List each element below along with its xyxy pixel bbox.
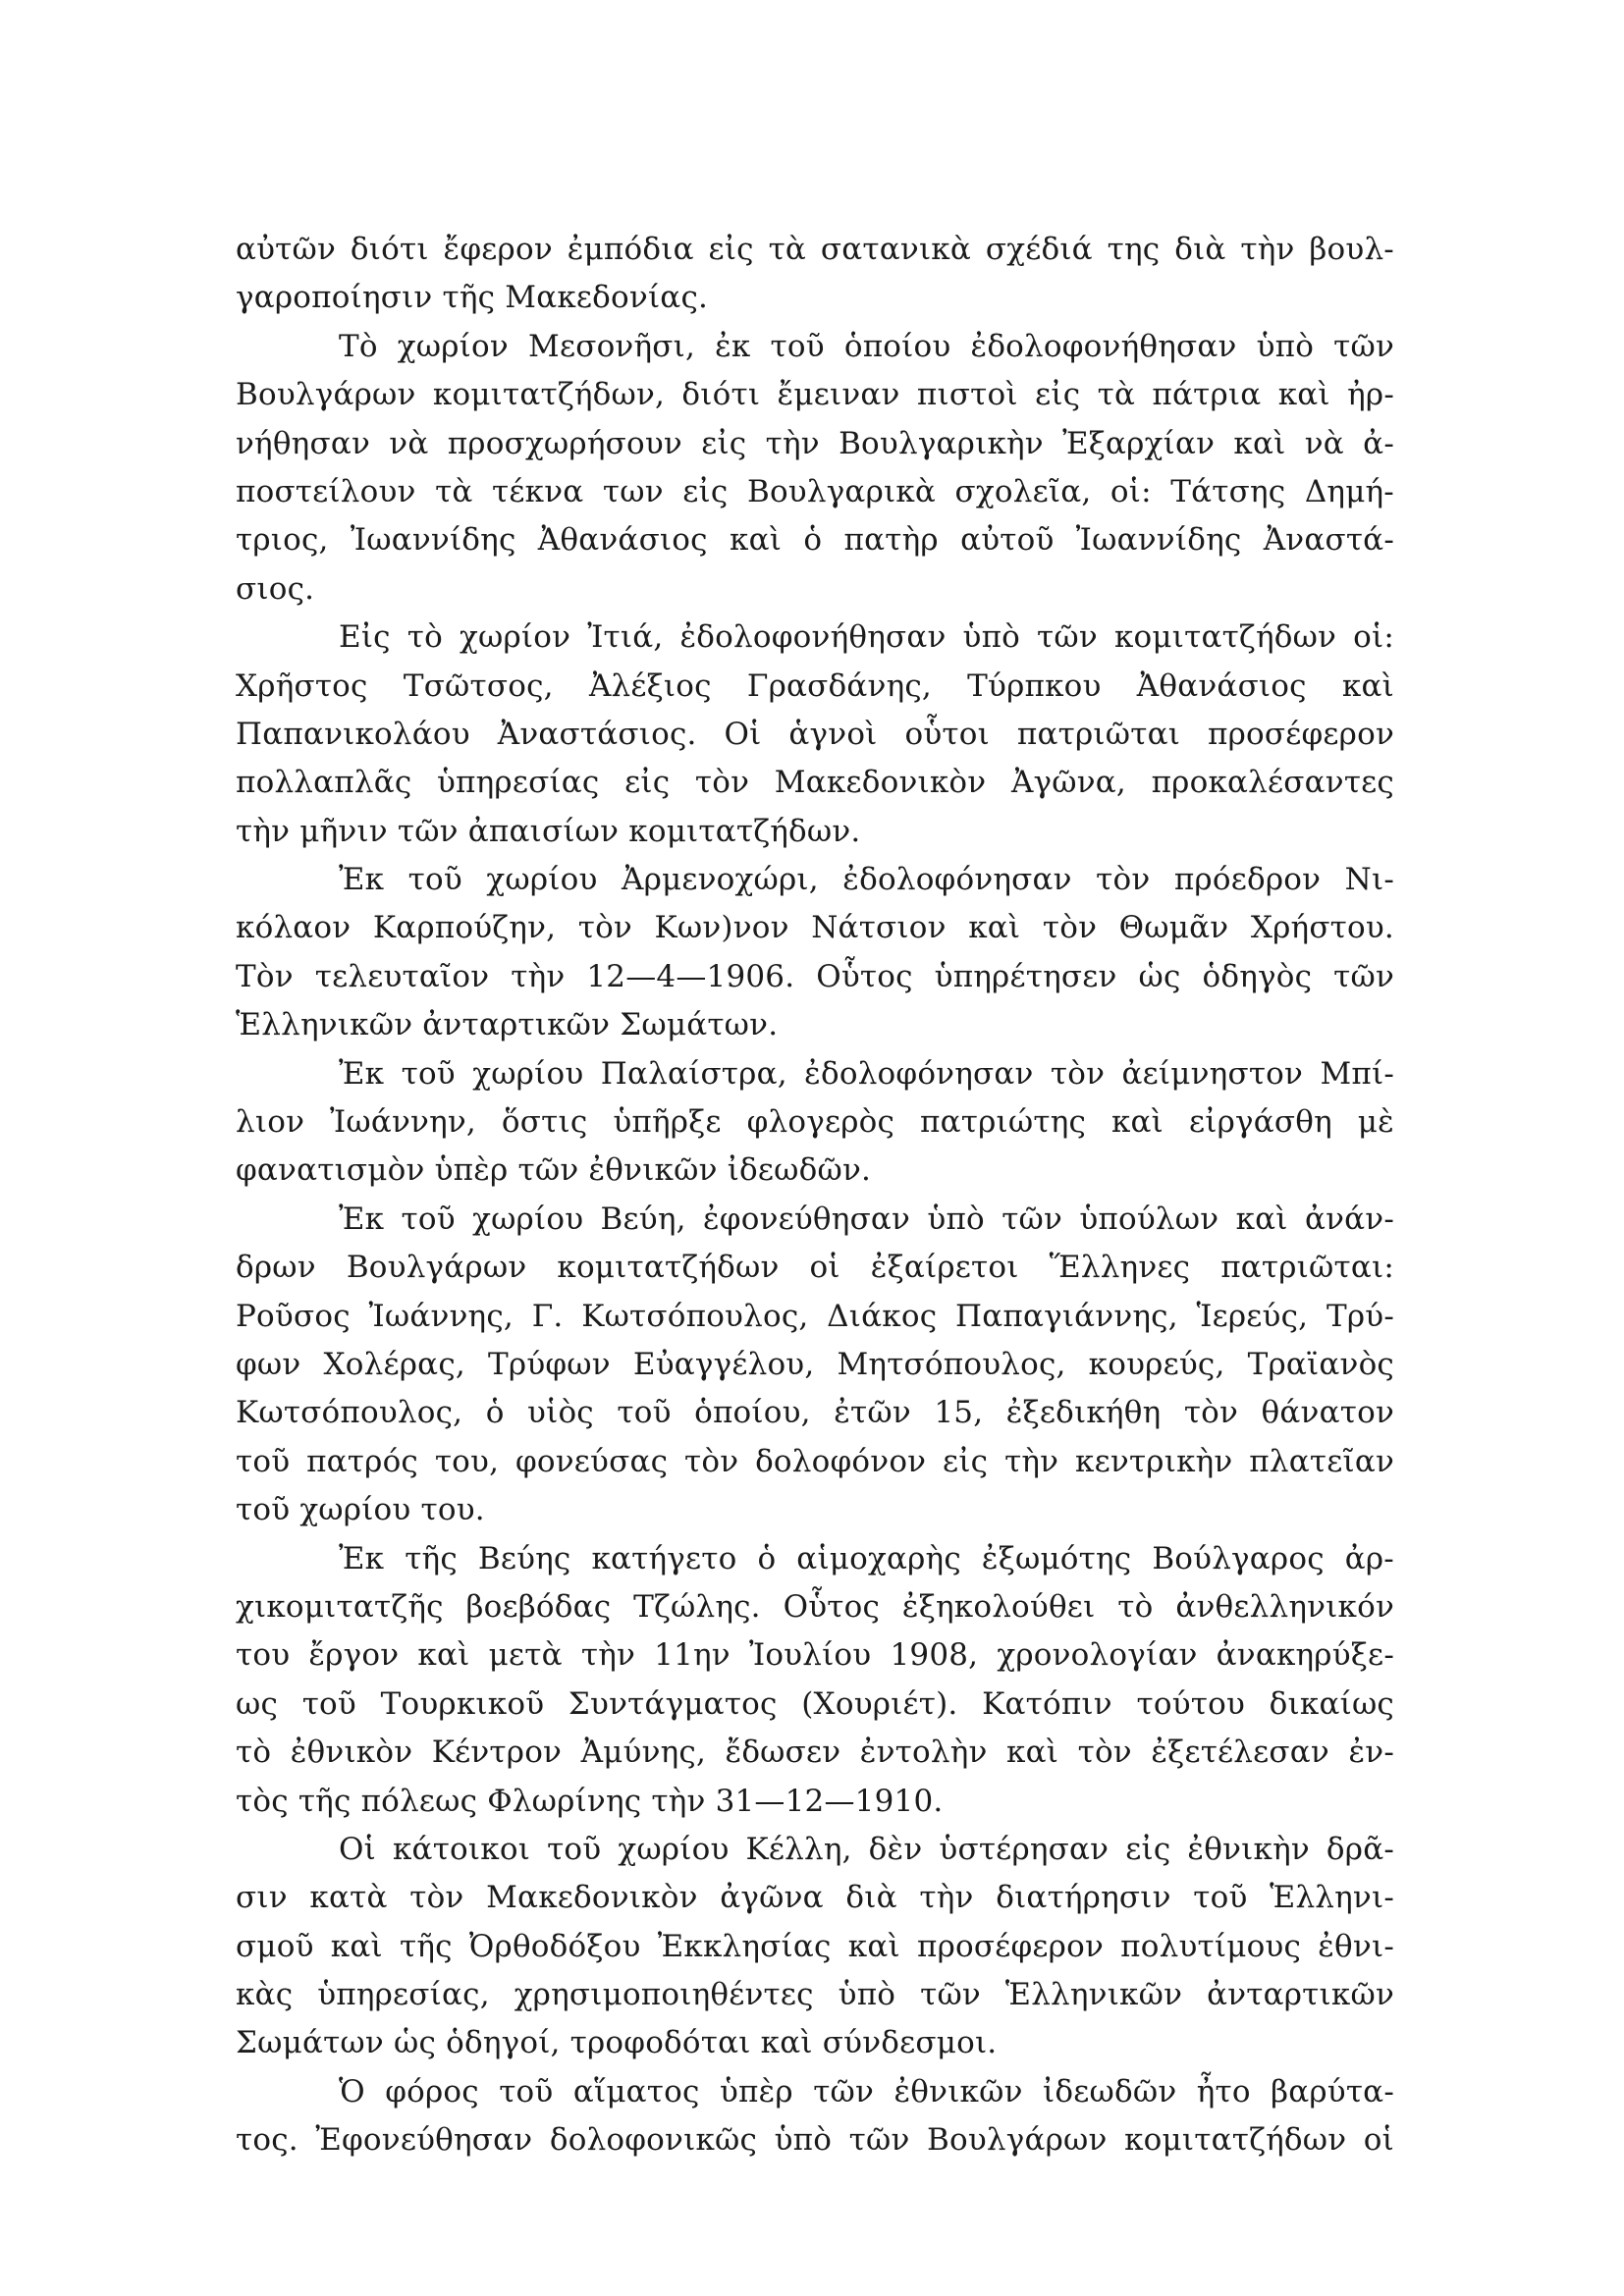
text-line: Σωμάτων ὡς ὁδηγοί, τροφοδόται καὶ σύνδεσμοι.: [236, 2025, 998, 2061]
body-text: [236, 226, 1394, 2165]
text-line: πολλαπλᾶς ὑπηρεσίας εἰς τὸν Μακεδονικὸν Ἀγῶνα, προκαλέσαντες: [236, 765, 1394, 801]
text-line: Ἑλληνικῶν ἀνταρτικῶν Σωμάτων.: [236, 1007, 779, 1043]
text-line: αὐτῶν διότι ἔφερον ἐμπόδια εἰς τὰ σατανικὰ σχέδιά της διὰ τὴν βουλ-: [236, 232, 1394, 267]
text-line: φανατισμὸν ὑπὲρ τῶν ἐθνικῶν ἰδεωδῶν.: [236, 1152, 872, 1189]
text-line: κὰς ὑπηρεσίας, χρησιμοποιηθέντες ὑπὸ τῶν Ἑλληνικῶν ἀνταρτικῶν: [236, 1977, 1394, 2013]
text-line: Κωτσόπουλος, ὁ υἱὸς τοῦ ὁποίου, ἐτῶν 15, ἐξεδικήθη τὸν θάνατον: [236, 1395, 1394, 1431]
text-line: Παπανικολάου Ἀναστάσιος. Οἱ ἁγνοὶ οὗτοι πατριῶται προσέφερον: [236, 716, 1394, 752]
text-line: τοῦ πατρός του, φονεύσας τὸν δολοφόνον εἰς τὴν κεντρικὴν πλατεῖαν: [236, 1443, 1394, 1479]
text-line: νήθησαν νὰ προσχωρήσουν εἰς τὴν Βουλγαρικὴν Ἐξαρχίαν καὶ νὰ ἀ-: [236, 425, 1394, 461]
text-line: ως τοῦ Τουρκικοῦ Συντάγματος (Χουριέτ). Κατόπιν τούτου δικαίως: [236, 1685, 1394, 1722]
text-line: τος. Ἐφονεύθησαν δολοφονικῶς ὑπὸ τῶν Βουλγάρων κομιτατζήδων οἱ: [236, 2122, 1394, 2159]
text-line: σμοῦ καὶ τῆς Ὀρθοδόξου Ἐκκλησίας καὶ προσέφερον πολυτίμους ἐθνι-: [236, 1928, 1394, 1964]
text-line: λιον Ἰωάννην, ὅστις ὑπῆρξε φλογερὸς πατριώτης καὶ εἰργάσθη μὲ: [236, 1104, 1394, 1141]
text-line: σιος.: [236, 570, 315, 607]
text-line: Χρῆστος Τσῶτσος, Ἀλέξιος Γρασδάνης, Τύρπκου Ἀθανάσιος καὶ: [236, 667, 1394, 704]
text-line: τριος, Ἰωαννίδης Ἀθανάσιος καὶ ὁ πατὴρ αὐτοῦ Ἰωαννίδης Ἀναστά-: [236, 522, 1394, 559]
text-line: Ροῦσος Ἰωάννης, Γ. Κωτσόπουλος, Διάκος Παπαγιάννης, Ἱερεύς, Τρύ-: [236, 1298, 1394, 1334]
text-line: τοῦ χωρίου του.: [236, 1492, 485, 1528]
text-line: Ἐκ τοῦ χωρίου Βεύη, ἐφονεύθησαν ὑπὸ τῶν ὑπούλων καὶ ἀνάν-: [339, 1201, 1394, 1237]
text-line: Ἐκ τῆς Βεύης κατήγετο ὁ αἱμοχαρὴς ἐξωμότης Βούλγαρος ἀρ-: [339, 1540, 1394, 1576]
text-line: Ὁ φόρος τοῦ αἵματος ὑπὲρ τῶν ἐθνικῶν ἰδεωδῶν ἦτο βαρύτα-: [339, 2073, 1394, 2109]
text-line: γαροποίησιν τῆς Μακεδονίας.: [236, 280, 709, 316]
text-line: Τὸ χωρίον Μεσονῆσι, ἐκ τοῦ ὁποίου ἐδολοφονήθησαν ὑπὸ τῶν: [339, 328, 1394, 364]
text-line: του ἔργον καὶ μετὰ τὴν 11ην Ἰουλίου 1908, χρονολογίαν ἀνακηρύξε-: [236, 1637, 1394, 1674]
text-line: Ἐκ τοῦ χωρίου Ἀρμενοχώρι, ἐδολοφόνησαν τὸν πρόεδρον Νι-: [339, 862, 1394, 898]
text-line: Ἐκ τοῦ χωρίου Παλαίστρα, ἐδολοφόνησαν τὸν ἀείμνηστον Μπί-: [339, 1055, 1394, 1092]
text-line: τὸ ἐθνικὸν Κέντρον Ἀμύνης, ἔδωσεν ἐντολὴν καὶ τὸν ἐξετέλεσαν ἐν-: [236, 1735, 1394, 1771]
text-line: Βουλγάρων κομιτατζήδων, διότι ἔμειναν πιστοὶ εἰς τὰ πάτρια καὶ ἠρ-: [236, 377, 1394, 413]
text-line: φων Χολέρας, Τρύφων Εὐαγγέλου, Μητσόπουλος, κουρεύς, Τραϊανὸς: [236, 1346, 1394, 1382]
text-line: ποστείλουν τὰ τέκνα των εἰς Βουλγαρικὰ σχολεῖα, οἱ: Τάτσης Δημή-: [236, 473, 1394, 509]
text-line: κόλαον Καρπούζην, τὸν Κων)νον Νάτσιον καὶ τὸν Θωμᾶν Χρήστου.: [236, 910, 1394, 946]
text-line: σιν κατὰ τὸν Μακεδονικὸν ἀγῶνα διὰ τὴν διατήρησιν τοῦ Ἑλληνι-: [236, 1880, 1394, 1916]
text-line: Τὸν τελευταῖον τὴν 12—4—1906. Οὗτος ὑπηρέτησεν ὡς ὁδηγὸς τῶν: [236, 958, 1394, 994]
text-line: χικομιτατζῆς βοεβόδας Τζώλης. Οὗτος ἐξηκολούθει τὸ ἀνθελληνικόν: [236, 1588, 1394, 1625]
text-line: δρων Βουλγάρων κομιτατζήδων οἱ ἐξαίρετοι Ἕλληνες πατριῶται:: [236, 1250, 1394, 1286]
text-line: Εἰς τὸ χωρίον Ἰτιά, ἐδολοφονήθησαν ὑπὸ τῶν κομιτατζήδων οἱ:: [339, 619, 1394, 656]
text-line: τὴν μῆνιν τῶν ἀπαισίων κομιτατζήδων.: [236, 813, 861, 849]
text-line: τὸς τῆς πόλεως Φλωρίνης τὴν 31—12—1910.: [236, 1783, 944, 1819]
text-line: Οἱ κάτοικοι τοῦ χωρίου Κέλλη, δὲν ὑστέρησαν εἰς ἐθνικὴν δρᾶ-: [339, 1831, 1394, 1867]
